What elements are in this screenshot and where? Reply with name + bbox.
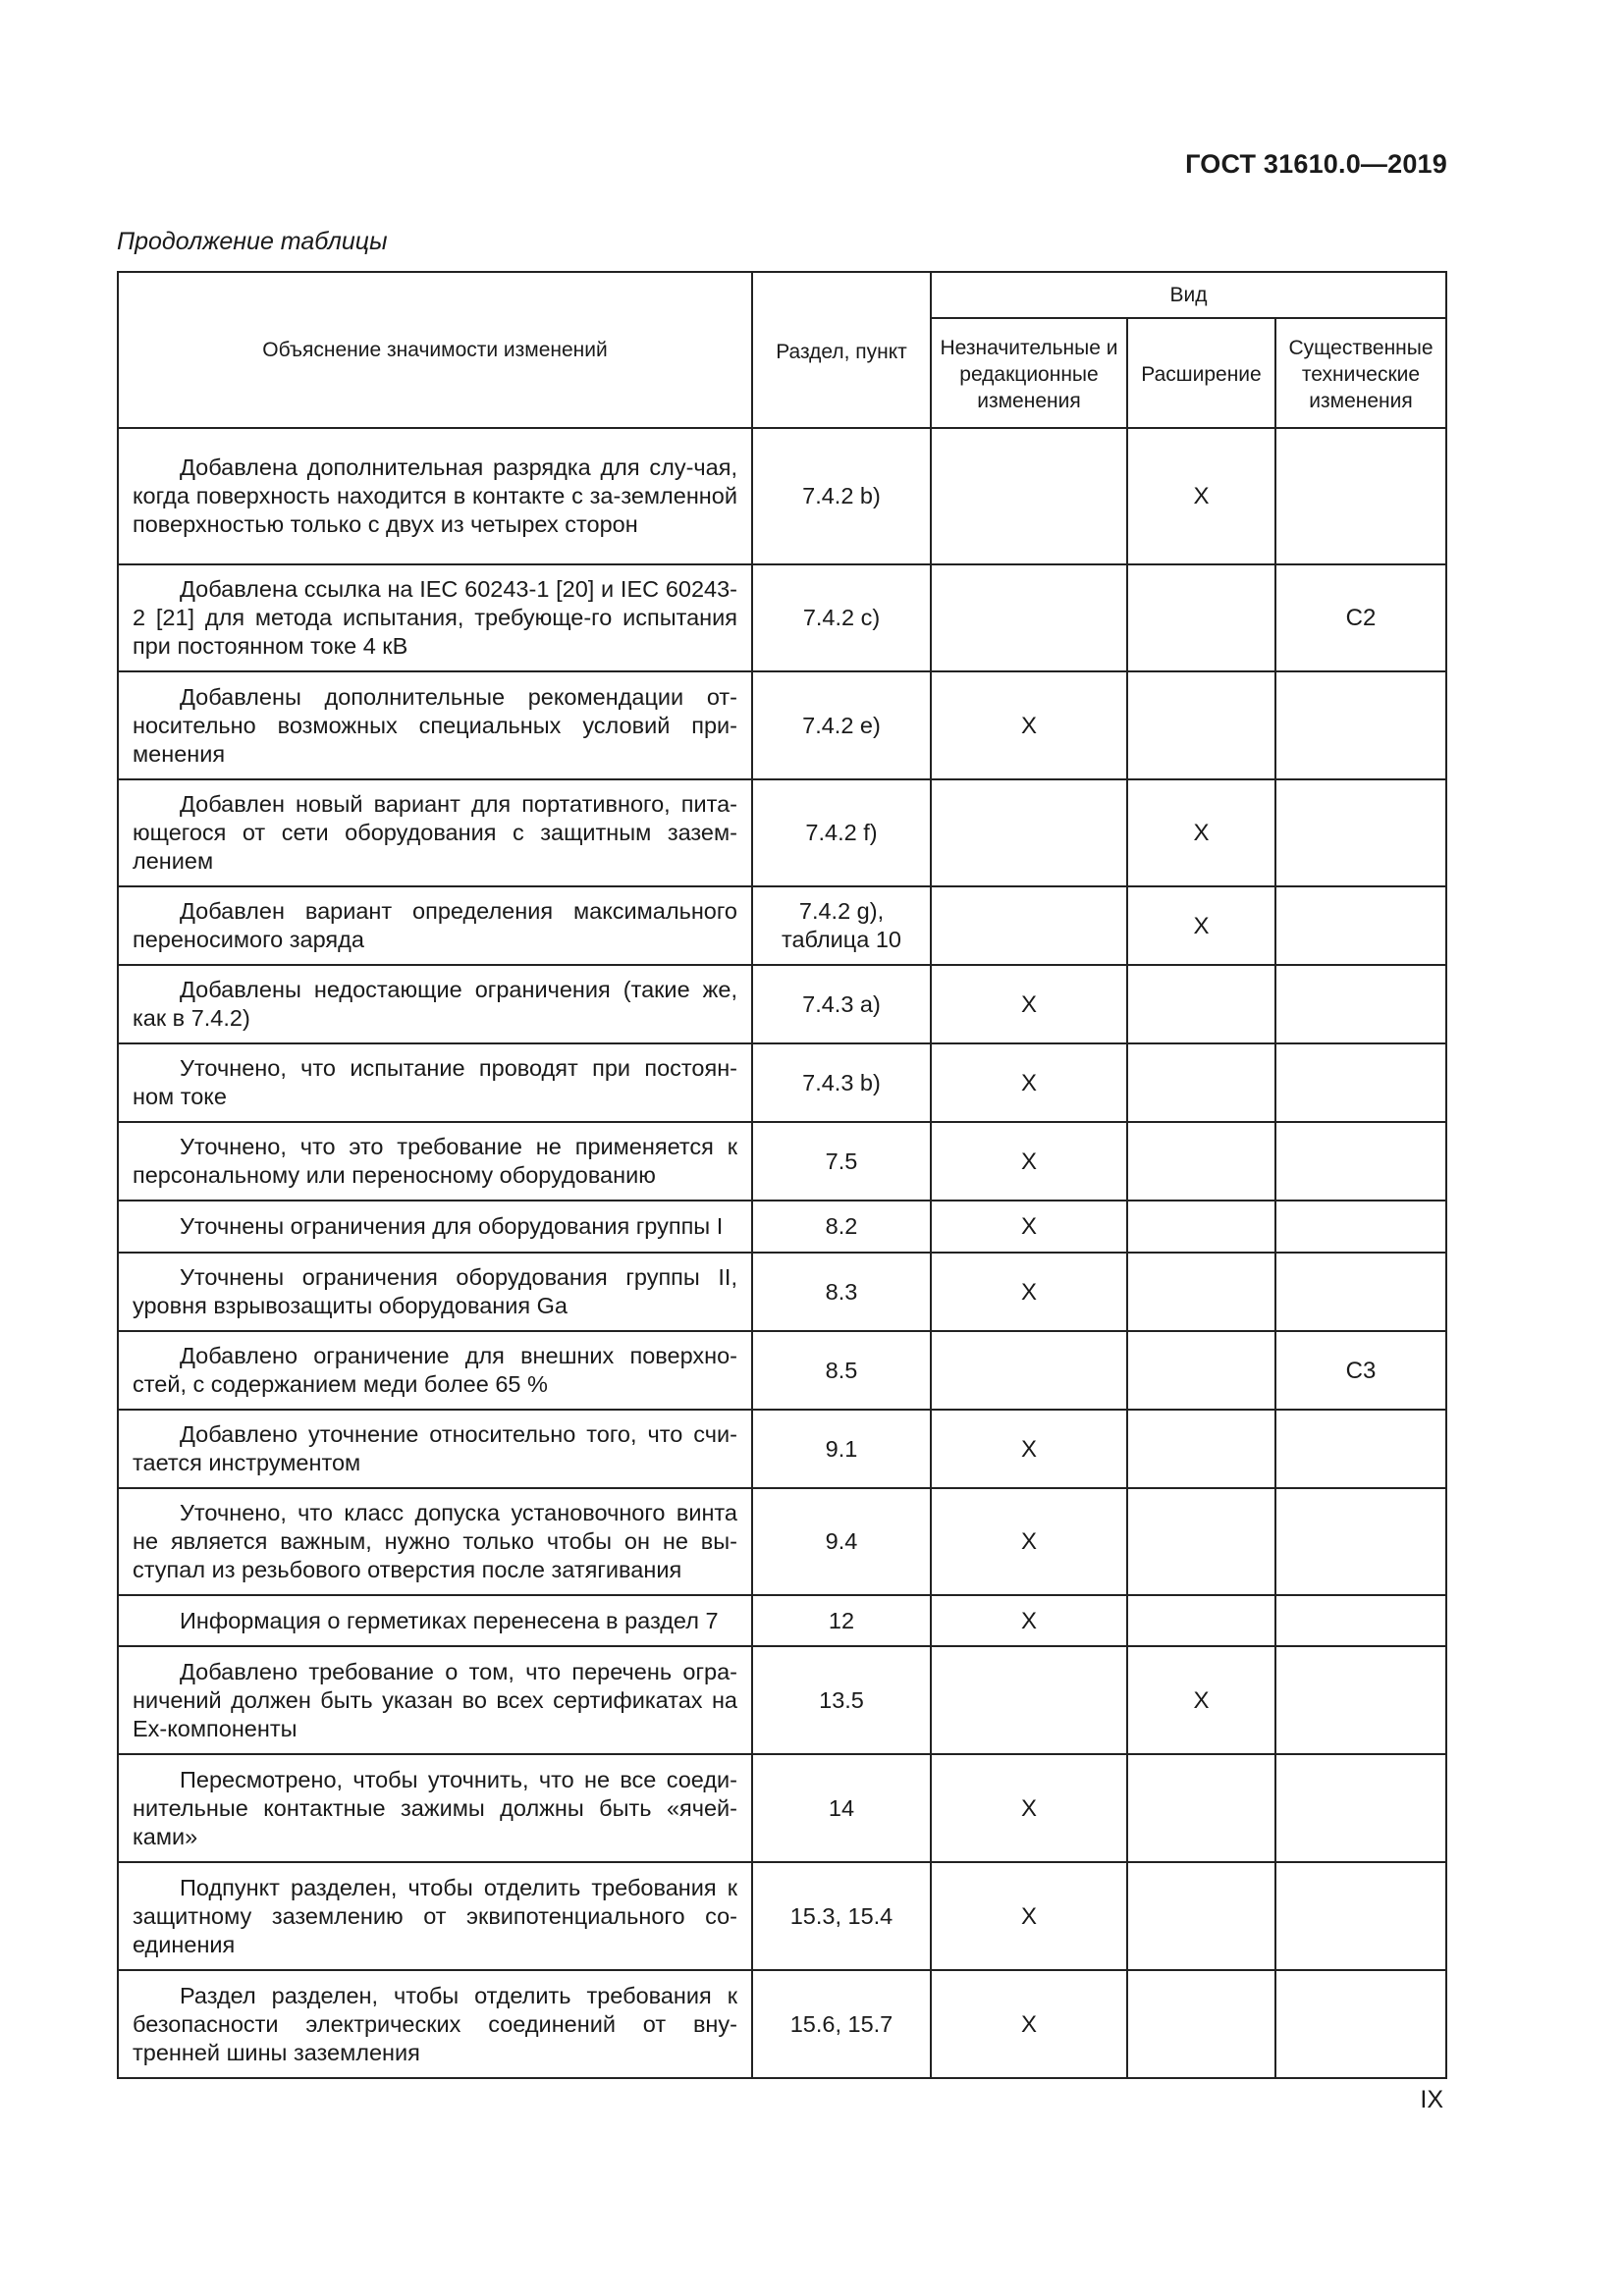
change-description: Добавлен вариант определения максимального переносимого заряда xyxy=(118,886,752,965)
column-header-explanation: Объяснение значимости изменений xyxy=(118,272,752,428)
minor-change-mark: X xyxy=(931,1862,1127,1970)
table-row xyxy=(118,1595,1446,1646)
minor-change-mark xyxy=(931,428,1127,564)
major-change-mark xyxy=(1275,886,1446,965)
minor-change-mark: X xyxy=(931,1595,1127,1646)
change-description: Информация о герметиках перенесена в раздел 7 xyxy=(118,1595,752,1646)
extension-mark xyxy=(1127,1410,1275,1488)
major-change-mark xyxy=(1275,1122,1446,1201)
major-change-mark: C2 xyxy=(1275,564,1446,671)
major-change-mark xyxy=(1275,965,1446,1043)
extension-mark xyxy=(1127,1122,1275,1201)
table-row xyxy=(118,1331,1446,1410)
change-description: Добавлена дополнительная разрядка для слу-чая, когда поверхность находится в контакте с за-земленной поверхностью только с двух из четырех сторон xyxy=(118,428,752,564)
table-row xyxy=(118,1410,1446,1488)
section-reference: 9.4 xyxy=(752,1488,931,1595)
column-header-type-group: Вид xyxy=(931,272,1446,318)
section-reference: 8.2 xyxy=(752,1201,931,1253)
extension-mark xyxy=(1127,1970,1275,2078)
extension-mark: X xyxy=(1127,886,1275,965)
major-change-mark xyxy=(1275,779,1446,886)
column-header-major: Существенные технические изменения xyxy=(1275,318,1446,428)
minor-change-mark xyxy=(931,1646,1127,1754)
change-description: Уточнено, что это требование не применяется к персональному или переносному оборудованию xyxy=(118,1122,752,1201)
major-change-mark xyxy=(1275,1646,1446,1754)
minor-change-mark: X xyxy=(931,1488,1127,1595)
change-description: Добавлен новый вариант для портативного, пита-ющегося от сети оборудования с защитным зазем-лением xyxy=(118,779,752,886)
change-description: Добавлены недостающие ограничения (такие же, как в 7.4.2) xyxy=(118,965,752,1043)
extension-mark xyxy=(1127,1043,1275,1122)
minor-change-mark: X xyxy=(931,1970,1127,2078)
major-change-mark xyxy=(1275,1201,1446,1253)
major-change-mark xyxy=(1275,1410,1446,1488)
change-description: Уточнено, что класс допуска установочного винта не является важным, нужно только чтобы он не вы-ступал из резьбового отверстия после затягивания xyxy=(118,1488,752,1595)
major-change-mark xyxy=(1275,1862,1446,1970)
page-number: IX xyxy=(1420,2086,1443,2113)
minor-change-mark xyxy=(931,564,1127,671)
extension-mark xyxy=(1127,1862,1275,1970)
minor-change-mark xyxy=(931,886,1127,965)
section-reference: 7.4.2 b) xyxy=(752,428,931,564)
column-header-minor: Незначительные и редакционные изменения xyxy=(931,318,1127,428)
extension-mark: X xyxy=(1127,428,1275,564)
minor-change-mark: X xyxy=(931,671,1127,779)
change-description: Раздел разделен, чтобы отделить требования к безопасности электрических соединений от вну-тренней шины заземления xyxy=(118,1970,752,2078)
extension-mark xyxy=(1127,1488,1275,1595)
table-row xyxy=(118,1122,1446,1201)
section-reference: 12 xyxy=(752,1595,931,1646)
table-row xyxy=(118,1862,1446,1970)
extension-mark xyxy=(1127,965,1275,1043)
table-row xyxy=(118,428,1446,564)
table-row xyxy=(118,1646,1446,1754)
major-change-mark xyxy=(1275,1595,1446,1646)
minor-change-mark: X xyxy=(931,1410,1127,1488)
extension-mark xyxy=(1127,1331,1275,1410)
section-reference: 7.4.3 a) xyxy=(752,965,931,1043)
table-row xyxy=(118,671,1446,779)
change-description: Пересмотрено, чтобы уточнить, что не все соеди-нительные контактные зажимы должны быть «ячей-ками» xyxy=(118,1754,752,1862)
table-body xyxy=(118,428,1446,2078)
table-row xyxy=(118,1043,1446,1122)
table-row xyxy=(118,1253,1446,1331)
change-description: Добавлены дополнительные рекомендации от-носительно возможных специальных условий при-менения xyxy=(118,671,752,779)
major-change-mark xyxy=(1275,1253,1446,1331)
major-change-mark xyxy=(1275,671,1446,779)
column-header-extension: Расширение xyxy=(1127,318,1275,428)
table-row xyxy=(118,564,1446,671)
section-reference: 9.1 xyxy=(752,1410,931,1488)
change-description: Добавлено уточнение относительно того, что счи-тается инструментом xyxy=(118,1410,752,1488)
section-reference: 7.4.3 b) xyxy=(752,1043,931,1122)
major-change-mark xyxy=(1275,1754,1446,1862)
major-change-mark: C3 xyxy=(1275,1331,1446,1410)
change-description: Уточнены ограничения для оборудования группы I xyxy=(118,1201,752,1253)
minor-change-mark: X xyxy=(931,1201,1127,1253)
section-reference: 7.4.2 e) xyxy=(752,671,931,779)
extension-mark xyxy=(1127,564,1275,671)
major-change-mark xyxy=(1275,1043,1446,1122)
section-reference: 13.5 xyxy=(752,1646,931,1754)
table-row xyxy=(118,1754,1446,1862)
change-description: Уточнено, что испытание проводят при постоян-ном токе xyxy=(118,1043,752,1122)
changes-table xyxy=(117,271,1447,2079)
section-reference: 7.4.2 c) xyxy=(752,564,931,671)
section-reference: 8.3 xyxy=(752,1253,931,1331)
minor-change-mark: X xyxy=(931,1122,1127,1201)
column-header-section: Раздел, пункт xyxy=(752,272,931,428)
extension-mark xyxy=(1127,1201,1275,1253)
change-description: Добавлено ограничение для внешних поверхно-стей, с содержанием меди более 65 % xyxy=(118,1331,752,1410)
table-row xyxy=(118,1488,1446,1595)
section-reference: 7.4.2 g), таблица 10 xyxy=(752,886,931,965)
extension-mark xyxy=(1127,1754,1275,1862)
extension-mark: X xyxy=(1127,1646,1275,1754)
table-row xyxy=(118,1201,1446,1253)
minor-change-mark: X xyxy=(931,1043,1127,1122)
table-row xyxy=(118,779,1446,886)
section-reference: 7.4.2 f) xyxy=(752,779,931,886)
change-description: Уточнены ограничения оборудования группы II, уровня взрывозащиты оборудования Ga xyxy=(118,1253,752,1331)
minor-change-mark xyxy=(931,779,1127,886)
extension-mark xyxy=(1127,1253,1275,1331)
major-change-mark xyxy=(1275,1970,1446,2078)
extension-mark xyxy=(1127,671,1275,779)
change-description: Добавлено требование о том, что перечень огра-ничений должен быть указан во всех сертификатах на Ex-компоненты xyxy=(118,1646,752,1754)
minor-change-mark: X xyxy=(931,1253,1127,1331)
minor-change-mark xyxy=(931,1331,1127,1410)
minor-change-mark: X xyxy=(931,965,1127,1043)
section-reference: 7.5 xyxy=(752,1122,931,1201)
major-change-mark xyxy=(1275,1488,1446,1595)
change-description: Добавлена ссылка на IEC 60243-1 [20] и IEC 60243-2 [21] для метода испытания, требующе-го испытания при постоянном токе 4 кВ xyxy=(118,564,752,671)
section-reference: 8.5 xyxy=(752,1331,931,1410)
table-row xyxy=(118,965,1446,1043)
document-code: ГОСТ 31610.0—2019 xyxy=(1185,149,1447,179)
table-continuation-caption: Продолжение таблицы xyxy=(117,228,388,255)
section-reference: 15.6, 15.7 xyxy=(752,1970,931,2078)
minor-change-mark: X xyxy=(931,1754,1127,1862)
section-reference: 15.3, 15.4 xyxy=(752,1862,931,1970)
table-row xyxy=(118,886,1446,965)
section-reference: 14 xyxy=(752,1754,931,1862)
major-change-mark xyxy=(1275,428,1446,564)
table-row xyxy=(118,1970,1446,2078)
extension-mark xyxy=(1127,1595,1275,1646)
change-description: Подпункт разделен, чтобы отделить требования к защитному заземлению от эквипотенциального со-единения xyxy=(118,1862,752,1970)
extension-mark: X xyxy=(1127,779,1275,886)
